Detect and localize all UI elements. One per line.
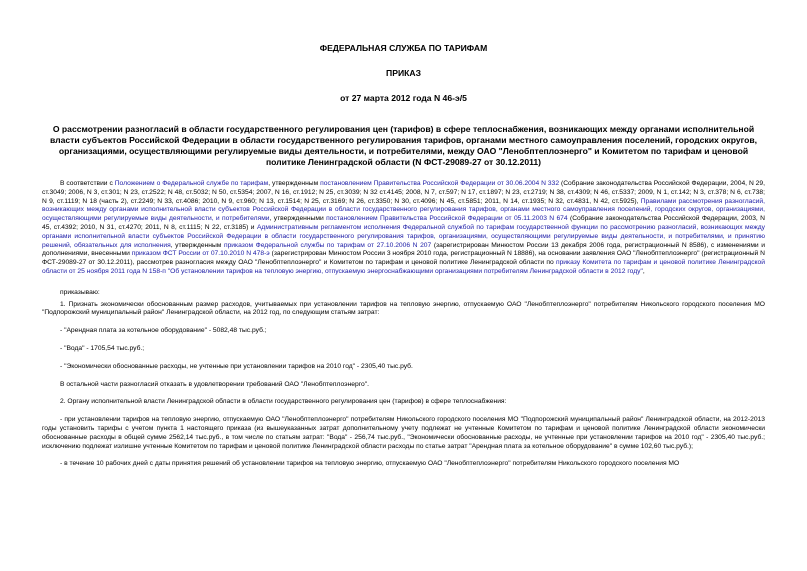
agency-heading: ФЕДЕРАЛЬНАЯ СЛУЖБА ПО ТАРИФАМ <box>319 43 488 53</box>
preamble-text: (зарегистрирован Минюстом России 13 декабря 2006 года, регистрационный N 8586), с изменениями и дополнениями, внесенными <box>42 241 765 258</box>
document-type-heading: ПРИКАЗ <box>386 68 421 78</box>
preamble-text: , утвержденными <box>269 215 327 223</box>
link-disagreement-rules[interactable]: Правилами рассмотрения разногласий, возникающих между органами исполнительной власти субъектов Российской Федерации в области государственного регулирования тарифов, органами местного самоуправления поселений, городских округов, организациями, осуществляющими регулируемые виды деятельности, и потребителями <box>42 197 766 223</box>
order-word: приказываю: <box>60 288 100 296</box>
preamble-text: , утвержденным <box>170 241 224 249</box>
link-government-resolution-674[interactable]: постановлением Правительства Российской Федерации от 05.11.2003 N 674 <box>326 215 568 223</box>
link-administrative-regulation[interactable]: Административным регламентом исполнения Федеральной службой по тарифам государственной функции по рассмотрению разногласий, возникающих между органами исполнительной власти субъектов Российской Федерации в области государственного регулирования тарифов, организациями, осуществляющими регулируемые виды деятельности, и потребителями, и принятию решений, обязательных для исполнения <box>42 223 765 249</box>
date-number-heading: от 27 марта 2012 года N 46-э/5 <box>340 93 467 103</box>
preamble-text: (Собрание законодательства Российской Федерации, 2004, N 29, ст.3049; 2006, N 3, ст.301; N 23, ст.2522; N 48, ст.5032; N 50, ст.5354; 2007, N 16, ст.1912; N 25, ст.3039; N 32 ст.4145; 2008, N 7, ст.597; N 17, ст.1897; N 23, ст.2719; N 38, ст.4309; N 46, ст.5337; 2009, N 1, ст.142; N 3, ст.378; N 6, ст.738; N 9, ст.1119; N 18 (часть 2), ст.2249; N 33, ст.4086; 2010, N 9, ст.960; N 13, ст.1514; N 25, ст.3169; N 26, ст.3350; N 30, ст.4096; N 45, ст.5851; 2011, N 14, ст.1935; N 32, ст.4831, N 42, ст.5925), <box>42 180 765 205</box>
item-2-subpoint-1: - при установлении тарифов на тепловую энергию, отпускаемую ОАО "Ленобптеплоэнерго" потребителям Никольского городского поселения МО "Подпорожский муниципальный район" Ленинградской области, на 2012-2013 годы установить тарифы с учетом пункта 1 настоящего приказа (из вышеуказанных затрат дополнительному учету подлежат не учтенные Комитетом по тарифам и ценовой политике Ленинградской области экономически обоснованные расходы в общей сумме 2562,14 тыс.руб., в том числе по статьям затрат: "Вода" - 256,74 тыс.руб., "Экономически обоснованные расходы, не учтенные при установлении тарифов на 2010 год" - 2305,40 тыс.руб.; исключению подлежат излишне учтенные Комитетом по тарифам и ценовой политике Ленинградской области расходы по статье затрат "Арендная плата за котельное оборудование" в сумме 102,60 тыс.руб.); <box>42 416 765 450</box>
rejection-paragraph: В остальной части разногласий отказать в удовлетворении требований ОАО "Ленобптеплоэнерго". <box>60 380 369 388</box>
preamble-paragraph <box>42 180 765 277</box>
cost-item-rent: - "Арендная плата за котельное оборудование" - 5082,48 тыс.руб.; <box>60 327 267 335</box>
item-1-paragraph: 1. Признать экономически обоснованным размер расходов, учитываемых при установлении тарифов на тепловую энергию, отпускаемую ОАО "Ленобптеплоэнерго" потребителям Никольского городского поселения МО "Подпорожский муниципальный район" Ленинградской области, на 2012 год, по следующим статьям затрат: <box>42 300 765 317</box>
cost-item-uncovered-expenses: - "Экономически обоснованные расходы, не учтенные при установлении тарифов на 2010 год" - 2305,40 тыс.руб. <box>60 362 413 370</box>
cost-item-water: - "Вода" - 1705,54 тыс.руб.; <box>60 344 145 352</box>
preamble-text: (Собрание законодательства Российской Федерации, 2003, N 45, ст.4392; 2010, N 31, ст.4270; 2011, N 8, ст.1115; N 22, ст.3185) и <box>42 215 765 231</box>
preamble-text: , утвержденным <box>268 180 321 187</box>
document-title: О рассмотрении разногласий в области государственного регулирования цен (тарифов) в сфере теплоснабжения, возникающих между органами исполнительной власти субъектов Российской Федерации в области государственного регулирования тарифов, органами местного самоуправления поселений, городских округов, организациями, осуществляющими регулируемые виды деятельности, и потребителями, между ОАО "Ленобптеплоэнерго" и Комитетом по тарифам и ценовой политике Ленинградской области (N ФСТ-29089-27 от 30.12.2011) <box>49 124 758 167</box>
preamble-text: В соответствии с <box>60 180 115 187</box>
preamble-text: (зарегистрирован Минюстом России 3 ноября 2010 года, регистрационный N 18886), на основании заявления ОАО "Ленобптеплоэнерго" (регистрационный N ФСТ-29089-27 от 30.12.2011), рассмотрев разногласия между ОАО "Ленобптеплоэнерго" и Комитетом по тарифам и ценовой политике Ленинградской области по <box>42 250 765 267</box>
item-2-subpoint-2: - в течение 10 рабочих дней с даты принятия решений об установлении тарифов на тепловую энергию, отпускаемую ОАО "Ленобптеплоэнерго" потребителям Никольского городского поселения МО <box>60 460 680 468</box>
link-committee-order-158[interactable]: приказу Комитета по тарифам и ценовой политике Ленинградской области от 25 ноября 2011 года N 158-п "Об установлении тарифов на тепловую энергию, отпускаемую энергоснабжающими организациями потребителям Ленинградской области в 2012 году" <box>42 259 766 275</box>
preamble-text: , <box>642 267 645 275</box>
item-2-paragraph: 2. Органу исполнительной власти Ленинградской области в области государственного регулирования цен (тарифов) в сфере теплоснабжения: <box>60 398 507 406</box>
link-fst-order-207[interactable]: приказом Федеральной службы по тарифам от 27.10.2006 N 207 <box>223 241 432 249</box>
link-government-resolution-332[interactable]: постановлением Правительства Российской Федерации от 30.06.2004 N 332 <box>320 180 560 187</box>
link-fst-order-478[interactable]: приказом ФСТ России от 07.10.2010 N 478-э <box>131 250 270 258</box>
link-fst-regulation[interactable]: Положением о Федеральной службе по тарифам <box>114 180 269 187</box>
